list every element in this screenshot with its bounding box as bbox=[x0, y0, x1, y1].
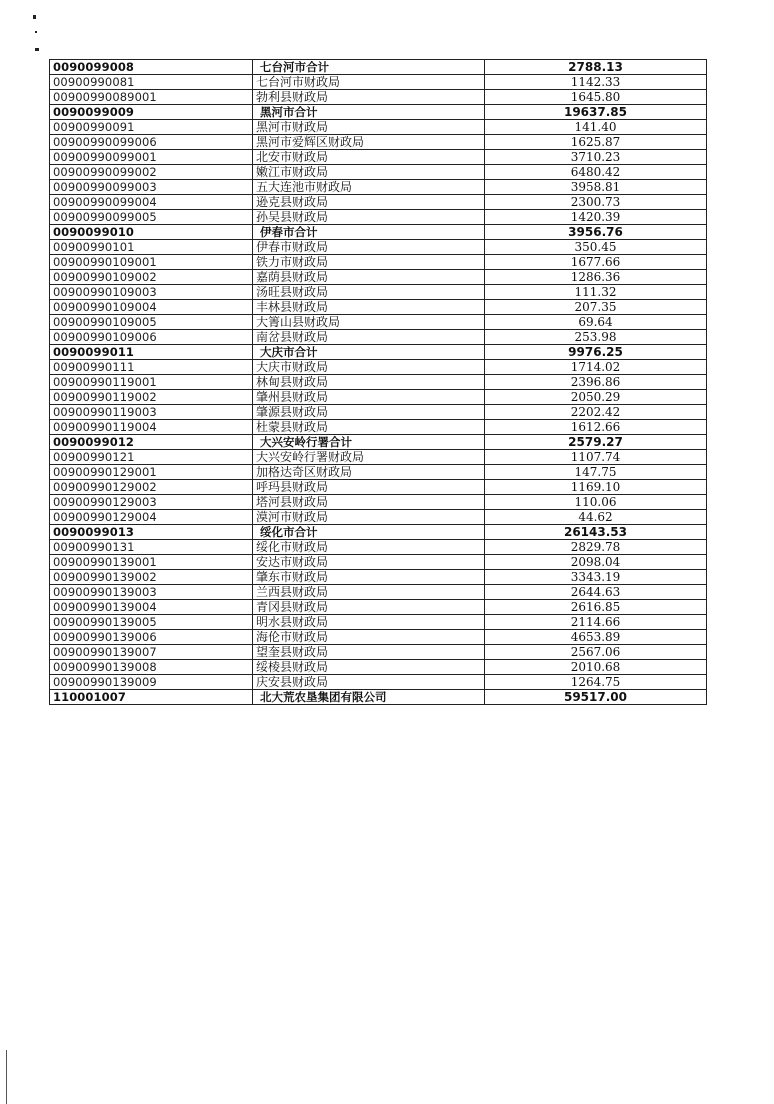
name-cell: 嘉荫县财政局 bbox=[253, 270, 485, 285]
table-row bbox=[50, 675, 707, 690]
code-cell: 00900990129003 bbox=[50, 495, 253, 510]
code-cell: 00900990099005 bbox=[50, 210, 253, 225]
name-cell: 嫩江市财政局 bbox=[253, 165, 485, 180]
code-cell: 00900990139005 bbox=[50, 615, 253, 630]
table-row bbox=[50, 480, 707, 495]
code-cell: 00900990131 bbox=[50, 540, 253, 555]
name-cell: 望奎县财政局 bbox=[253, 645, 485, 660]
code-cell: 00900990139001 bbox=[50, 555, 253, 570]
name-cell: 肇州县财政局 bbox=[253, 390, 485, 405]
code-cell: 00900990111 bbox=[50, 360, 253, 375]
table-row bbox=[50, 270, 707, 285]
code-cell: 00900990099004 bbox=[50, 195, 253, 210]
code-cell: 0090099013 bbox=[50, 525, 253, 540]
code-cell: 00900990119003 bbox=[50, 405, 253, 420]
amount-cell: 2050.29 bbox=[485, 390, 707, 405]
table-row bbox=[50, 90, 707, 105]
name-cell: 伊春市财政局 bbox=[253, 240, 485, 255]
name-cell: 塔河县财政局 bbox=[253, 495, 485, 510]
amount-cell: 19637.85 bbox=[485, 105, 707, 120]
amount-cell: 2579.27 bbox=[485, 435, 707, 450]
name-cell: 铁力市财政局 bbox=[253, 255, 485, 270]
table-row bbox=[50, 615, 707, 630]
amount-cell: 2616.85 bbox=[485, 600, 707, 615]
code-cell: 00900990101 bbox=[50, 240, 253, 255]
amount-cell: 2829.78 bbox=[485, 540, 707, 555]
amount-cell: 1286.36 bbox=[485, 270, 707, 285]
code-cell: 0090099010 bbox=[50, 225, 253, 240]
table-row bbox=[50, 390, 707, 405]
code-cell: 00900990129002 bbox=[50, 480, 253, 495]
name-cell: 肇源县财政局 bbox=[253, 405, 485, 420]
name-cell: 黑河市爱辉区财政局 bbox=[253, 135, 485, 150]
amount-cell: 1625.87 bbox=[485, 135, 707, 150]
code-cell: 0090099009 bbox=[50, 105, 253, 120]
table-row bbox=[50, 645, 707, 660]
subtotal-row bbox=[50, 105, 707, 120]
code-cell: 00900990109004 bbox=[50, 300, 253, 315]
amount-cell: 9976.25 bbox=[485, 345, 707, 360]
name-cell: 南岔县财政局 bbox=[253, 330, 485, 345]
amount-cell: 2098.04 bbox=[485, 555, 707, 570]
name-cell: 大兴安岭行署财政局 bbox=[253, 450, 485, 465]
amount-cell: 2300.73 bbox=[485, 195, 707, 210]
code-cell: 00900990139006 bbox=[50, 630, 253, 645]
name-cell: 大庆市财政局 bbox=[253, 360, 485, 375]
name-cell: 杜蒙县财政局 bbox=[253, 420, 485, 435]
amount-cell: 2114.66 bbox=[485, 615, 707, 630]
subtotal-row bbox=[50, 690, 707, 705]
subtotal-row bbox=[50, 60, 707, 75]
code-cell: 0090099012 bbox=[50, 435, 253, 450]
code-cell: 0090099008 bbox=[50, 60, 253, 75]
code-cell: 00900990121 bbox=[50, 450, 253, 465]
table-row bbox=[50, 465, 707, 480]
amount-cell: 2567.06 bbox=[485, 645, 707, 660]
name-cell: 丰林县财政局 bbox=[253, 300, 485, 315]
table-row bbox=[50, 600, 707, 615]
amount-cell: 3710.23 bbox=[485, 150, 707, 165]
amount-cell: 3956.76 bbox=[485, 225, 707, 240]
name-cell: 安达市财政局 bbox=[253, 555, 485, 570]
amount-cell: 59517.00 bbox=[485, 690, 707, 705]
code-cell: 00900990099001 bbox=[50, 150, 253, 165]
subtotal-row bbox=[50, 525, 707, 540]
name-cell: 汤旺县财政局 bbox=[253, 285, 485, 300]
table-row bbox=[50, 450, 707, 465]
name-cell: 绥棱县财政局 bbox=[253, 660, 485, 675]
amount-cell: 110.06 bbox=[485, 495, 707, 510]
name-cell: 林甸县财政局 bbox=[253, 375, 485, 390]
code-cell: 00900990139008 bbox=[50, 660, 253, 675]
table-row bbox=[50, 180, 707, 195]
amount-cell: 350.45 bbox=[485, 240, 707, 255]
scan-edge-line bbox=[6, 1050, 7, 1104]
amount-cell: 2202.42 bbox=[485, 405, 707, 420]
table-row bbox=[50, 630, 707, 645]
table-row bbox=[50, 75, 707, 90]
table-row bbox=[50, 195, 707, 210]
table-row bbox=[50, 420, 707, 435]
code-cell: 00900990109006 bbox=[50, 330, 253, 345]
code-cell: 00900990099006 bbox=[50, 135, 253, 150]
name-cell: 北大荒农垦集团有限公司 bbox=[253, 690, 485, 705]
code-cell: 00900990081 bbox=[50, 75, 253, 90]
name-cell: 青冈县财政局 bbox=[253, 600, 485, 615]
code-cell: 00900990099002 bbox=[50, 165, 253, 180]
amount-cell: 1420.39 bbox=[485, 210, 707, 225]
table-row bbox=[50, 660, 707, 675]
code-cell: 0090099011 bbox=[50, 345, 253, 360]
code-cell: 00900990119004 bbox=[50, 420, 253, 435]
name-cell: 勃利县财政局 bbox=[253, 90, 485, 105]
amount-cell: 3343.19 bbox=[485, 570, 707, 585]
amount-cell: 4653.89 bbox=[485, 630, 707, 645]
table-row bbox=[50, 300, 707, 315]
amount-cell: 2396.86 bbox=[485, 375, 707, 390]
budget-allocation-table bbox=[49, 59, 707, 705]
name-cell: 大箐山县财政局 bbox=[253, 315, 485, 330]
amount-cell: 1142.33 bbox=[485, 75, 707, 90]
table-row bbox=[50, 285, 707, 300]
table-body bbox=[50, 60, 707, 705]
code-cell: 00900990129004 bbox=[50, 510, 253, 525]
amount-cell: 1714.02 bbox=[485, 360, 707, 375]
table-row bbox=[50, 540, 707, 555]
name-cell: 大兴安岭行署合计 bbox=[253, 435, 485, 450]
amount-cell: 2644.63 bbox=[485, 585, 707, 600]
name-cell: 七台河市合计 bbox=[253, 60, 485, 75]
amount-cell: 253.98 bbox=[485, 330, 707, 345]
amount-cell: 1264.75 bbox=[485, 675, 707, 690]
table-row bbox=[50, 240, 707, 255]
table-row bbox=[50, 405, 707, 420]
table-row bbox=[50, 555, 707, 570]
table-row bbox=[50, 165, 707, 180]
amount-cell: 69.64 bbox=[485, 315, 707, 330]
scan-speck bbox=[33, 15, 36, 19]
amount-cell: 1107.74 bbox=[485, 450, 707, 465]
table-row bbox=[50, 315, 707, 330]
name-cell: 绥化市合计 bbox=[253, 525, 485, 540]
subtotal-row bbox=[50, 345, 707, 360]
code-cell: 00900990091 bbox=[50, 120, 253, 135]
code-cell: 00900990139009 bbox=[50, 675, 253, 690]
table-row bbox=[50, 495, 707, 510]
name-cell: 呼玛县财政局 bbox=[253, 480, 485, 495]
table-row bbox=[50, 585, 707, 600]
amount-cell: 1612.66 bbox=[485, 420, 707, 435]
table-row bbox=[50, 120, 707, 135]
amount-cell: 207.35 bbox=[485, 300, 707, 315]
name-cell: 海伦市财政局 bbox=[253, 630, 485, 645]
code-cell: 00900990139007 bbox=[50, 645, 253, 660]
name-cell: 兰西县财政局 bbox=[253, 585, 485, 600]
name-cell: 黑河市合计 bbox=[253, 105, 485, 120]
amount-cell: 6480.42 bbox=[485, 165, 707, 180]
code-cell: 00900990109001 bbox=[50, 255, 253, 270]
name-cell: 肇东市财政局 bbox=[253, 570, 485, 585]
name-cell: 漠河市财政局 bbox=[253, 510, 485, 525]
code-cell: 00900990099003 bbox=[50, 180, 253, 195]
code-cell: 00900990109003 bbox=[50, 285, 253, 300]
table-row bbox=[50, 375, 707, 390]
name-cell: 大庆市合计 bbox=[253, 345, 485, 360]
amount-cell: 111.32 bbox=[485, 285, 707, 300]
amount-cell: 44.62 bbox=[485, 510, 707, 525]
name-cell: 北安市财政局 bbox=[253, 150, 485, 165]
name-cell: 庆安县财政局 bbox=[253, 675, 485, 690]
table-row bbox=[50, 255, 707, 270]
table-row bbox=[50, 210, 707, 225]
amount-cell: 26143.53 bbox=[485, 525, 707, 540]
table-row bbox=[50, 135, 707, 150]
name-cell: 明水县财政局 bbox=[253, 615, 485, 630]
code-cell: 00900990109005 bbox=[50, 315, 253, 330]
name-cell: 逊克县财政局 bbox=[253, 195, 485, 210]
code-cell: 00900990119001 bbox=[50, 375, 253, 390]
table-row bbox=[50, 150, 707, 165]
amount-cell: 1169.10 bbox=[485, 480, 707, 495]
code-cell: 00900990139003 bbox=[50, 585, 253, 600]
name-cell: 五大连池市财政局 bbox=[253, 180, 485, 195]
amount-cell: 141.40 bbox=[485, 120, 707, 135]
amount-cell: 1677.66 bbox=[485, 255, 707, 270]
code-cell: 00900990089001 bbox=[50, 90, 253, 105]
amount-cell: 2010.68 bbox=[485, 660, 707, 675]
amount-cell: 2788.13 bbox=[485, 60, 707, 75]
code-cell: 00900990109002 bbox=[50, 270, 253, 285]
code-cell: 00900990119002 bbox=[50, 390, 253, 405]
name-cell: 黑河市财政局 bbox=[253, 120, 485, 135]
table-row bbox=[50, 510, 707, 525]
table-row bbox=[50, 360, 707, 375]
amount-cell: 147.75 bbox=[485, 465, 707, 480]
code-cell: 00900990139002 bbox=[50, 570, 253, 585]
scan-speck bbox=[35, 48, 39, 51]
subtotal-row bbox=[50, 225, 707, 240]
table-row bbox=[50, 330, 707, 345]
amount-cell: 1645.80 bbox=[485, 90, 707, 105]
amount-cell: 3958.81 bbox=[485, 180, 707, 195]
name-cell: 孙吴县财政局 bbox=[253, 210, 485, 225]
code-cell: 00900990129001 bbox=[50, 465, 253, 480]
name-cell: 伊春市合计 bbox=[253, 225, 485, 240]
name-cell: 绥化市财政局 bbox=[253, 540, 485, 555]
code-cell: 110001007 bbox=[50, 690, 253, 705]
name-cell: 加格达奇区财政局 bbox=[253, 465, 485, 480]
name-cell: 七台河市财政局 bbox=[253, 75, 485, 90]
code-cell: 00900990139004 bbox=[50, 600, 253, 615]
subtotal-row bbox=[50, 435, 707, 450]
table-row bbox=[50, 570, 707, 585]
scan-speck bbox=[35, 31, 37, 33]
